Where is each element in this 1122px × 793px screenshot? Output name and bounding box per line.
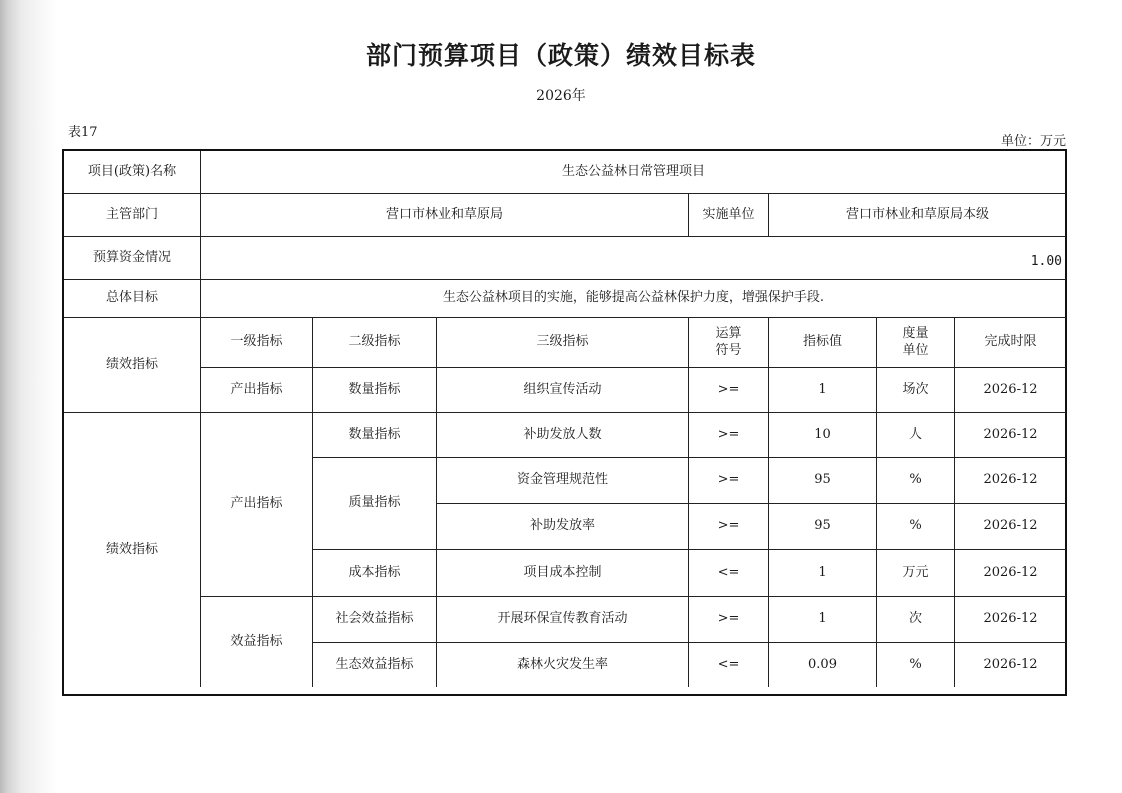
header-operator: 运算 符号 xyxy=(689,318,769,368)
budget-value: 1.00 xyxy=(201,237,1066,280)
page-title: 部门预算项目（政策）绩效目标表 xyxy=(365,41,756,70)
budget-label: 预算资金情况 xyxy=(64,237,201,280)
indicator-unit: % xyxy=(877,504,955,550)
indicator-unit: 万元 xyxy=(877,550,955,597)
indicator-operator: <= xyxy=(689,643,769,687)
level2-cost: 成本指标 xyxy=(313,550,437,597)
indicator-deadline: 2026-12 xyxy=(955,368,1066,413)
indicator-operator: >= xyxy=(689,368,769,413)
scan-shadow xyxy=(0,0,58,793)
level2-social-benefit: 社会效益指标 xyxy=(313,597,437,643)
level1-benefit: 效益指标 xyxy=(201,597,313,687)
indicator-unit: 人 xyxy=(877,413,955,458)
indicator-operator: <= xyxy=(689,550,769,597)
level1-output: 产出指标 xyxy=(201,368,313,413)
indicator-operator: >= xyxy=(689,597,769,643)
level2-quantity: 数量指标 xyxy=(313,413,437,458)
header-level3: 三级指标 xyxy=(437,318,689,368)
indicator-section-label: 绩效指标 xyxy=(64,318,201,413)
indicator-deadline: 2026-12 xyxy=(955,597,1066,643)
indicator-value: 1 xyxy=(769,550,877,597)
indicator-operator: >= xyxy=(689,504,769,550)
indicator-operator: >= xyxy=(689,458,769,504)
header-deadline: 完成时限 xyxy=(955,318,1066,368)
indicator-unit: % xyxy=(877,643,955,687)
header-level2: 二级指标 xyxy=(313,318,437,368)
performance-table xyxy=(62,149,1067,696)
indicator-operator: >= xyxy=(689,413,769,458)
indicator-name: 开展环保宣传教育活动 xyxy=(437,597,689,643)
indicator-unit: 次 xyxy=(877,597,955,643)
indicator-name: 组织宣传活动 xyxy=(437,368,689,413)
indicator-deadline: 2026-12 xyxy=(955,413,1066,458)
indicator-deadline: 2026-12 xyxy=(955,504,1066,550)
header-value: 指标值 xyxy=(769,318,877,368)
header-unit: 度量 单位 xyxy=(877,318,955,368)
indicator-value: 95 xyxy=(769,458,877,504)
department-value: 营口市林业和草原局 xyxy=(201,194,689,237)
header-level1: 一级指标 xyxy=(201,318,313,368)
level2-quantity: 数量指标 xyxy=(313,368,437,413)
level1-output: 产出指标 xyxy=(201,413,313,597)
indicator-value: 10 xyxy=(769,413,877,458)
indicator-name: 森林火灾发生率 xyxy=(437,643,689,687)
level2-eco-benefit: 生态效益指标 xyxy=(313,643,437,687)
unit-label: 单位：万元 xyxy=(1000,134,1066,149)
year-label: 2026年 xyxy=(536,88,586,104)
indicator-name: 资金管理规范性 xyxy=(437,458,689,504)
overall-goal-label: 总体目标 xyxy=(64,280,201,318)
level2-quality: 质量指标 xyxy=(313,458,437,550)
indicator-value: 1 xyxy=(769,597,877,643)
table-number: 表17 xyxy=(68,125,98,140)
indicator-name: 补助发放人数 xyxy=(437,413,689,458)
overall-goal-value: 生态公益林项目的实施，能够提高公益林保护力度，增强保护手段. xyxy=(201,280,1066,318)
department-label: 主管部门 xyxy=(64,194,201,237)
indicator-deadline: 2026-12 xyxy=(955,550,1066,597)
indicator-unit: 场次 xyxy=(877,368,955,413)
implementing-unit-label: 实施单位 xyxy=(689,194,769,237)
indicator-deadline: 2026-12 xyxy=(983,656,1038,672)
indicator-value: 95 xyxy=(769,504,877,550)
indicator-deadline: 2026-12 xyxy=(955,458,1066,504)
indicator-unit: % xyxy=(877,458,955,504)
indicator-section-label: 绩效指标 xyxy=(64,413,201,687)
indicator-name: 补助发放率 xyxy=(437,504,689,550)
implementing-unit-value: 营口市林业和草原局本级 xyxy=(769,194,1066,237)
indicator-name: 项目成本控制 xyxy=(437,550,689,597)
indicator-value: 1 xyxy=(769,368,877,413)
indicator-value: 0.09 xyxy=(769,643,877,687)
project-name-label: 项目(政策)名称 xyxy=(64,151,201,194)
project-name-value: 生态公益林日常管理项目 xyxy=(201,151,1066,194)
